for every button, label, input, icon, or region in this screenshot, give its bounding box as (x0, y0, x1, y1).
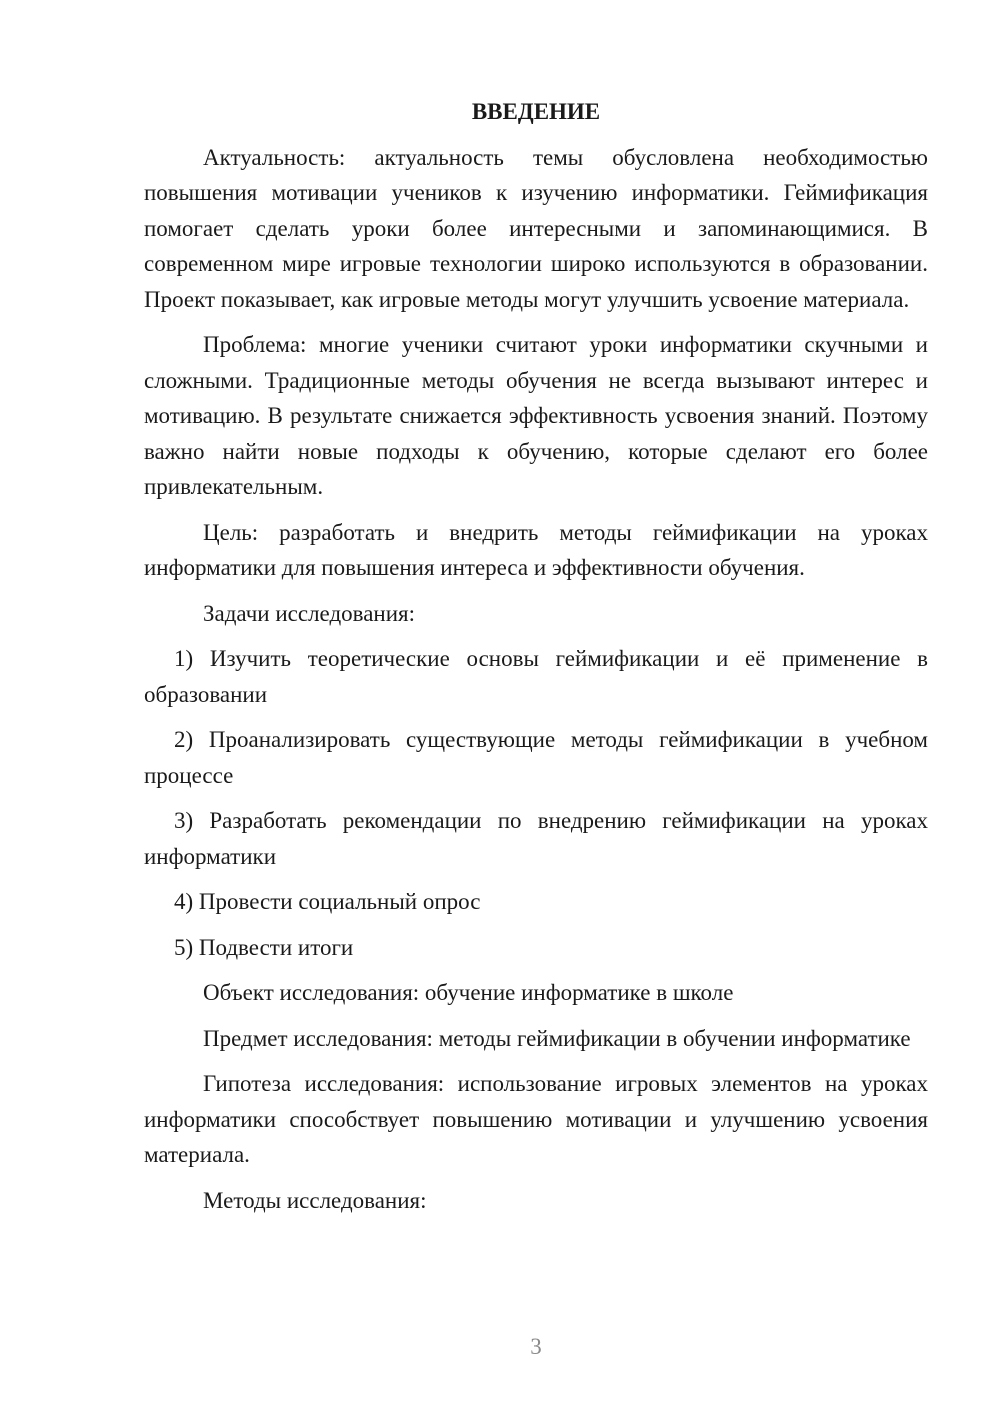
task-item-1: 1) Изучить теоретические основы геймификации и её применение в образовании (144, 646, 928, 707)
task-item-5: 5) Подвести итоги (174, 934, 354, 960)
problem-paragraph: Проблема: многие ученики считают уроки информатики скучными и сложными. Традиционные методы обучения не всегда вызывают интерес и мотивацию. В результате снижается эффективность усвоения знаний. Поэтому важно найти новые подходы к обучению, которые сделают его более привлекательным. (144, 332, 928, 499)
subject-paragraph: Предмет исследования: методы геймификации в обучении информатике (203, 1025, 911, 1051)
page-content (144, 94, 928, 1228)
object-paragraph: Объект исследования: обучение информатике в школе (203, 980, 734, 1005)
tasks-heading: Задачи исследования: (203, 600, 416, 626)
task-item-4: 4) Провести социальный опрос (174, 889, 481, 914)
page-title: ВВЕДЕНИЕ (471, 99, 601, 124)
relevance-paragraph: Актуальность: актуальность темы обусловлена необходимостью повышения мотивации учеников к изучению информатики. Геймификация помогает сделать уроки более интересными и запоминающимися. В современном мире игровые технологии широко используются в образовании. Проект показывает, как игровые методы могут улучшить усвоение материала. (144, 144, 928, 312)
hypothesis-paragraph: Гипотеза исследования: использование игровых элементов на уроках информатики способствует повышению мотивации и улучшению усвоения материала. (144, 1071, 928, 1167)
task-item-2: 2) Проанализировать существующие методы геймификации в учебном процессе (144, 727, 928, 788)
methods-heading: Методы исследования: (203, 1187, 427, 1213)
goal-paragraph: Цель: разработать и внедрить методы геймификации на уроках информатики для повышения интереса и эффективности обучения. (144, 519, 928, 580)
task-item-3: 3) Разработать рекомендации по внедрению геймификации на уроках информатики (144, 808, 928, 869)
page-number: 3 (530, 1334, 542, 1359)
